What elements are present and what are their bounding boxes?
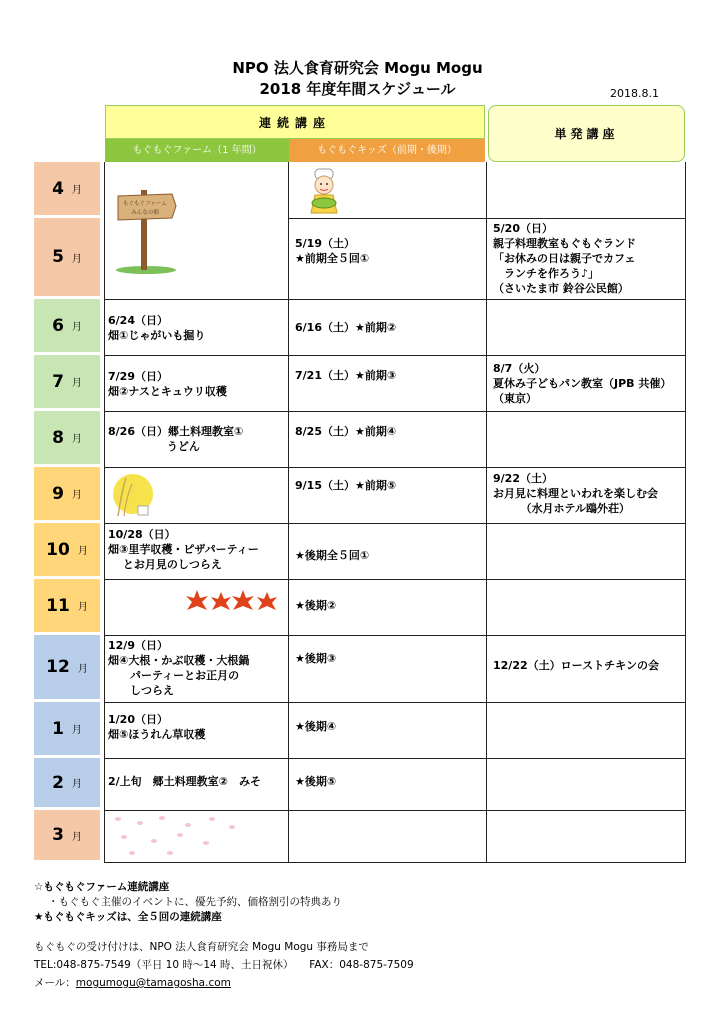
month-unit: 月 [71,490,82,501]
page-title: NPO 法人食育研究会 Mogu Mogu [232,59,483,77]
mail-link[interactable]: mogumogu@tamagosha.com [75,977,231,989]
contact-tel-fax: TEL:048-875-7549（平日 10 時～14 時、土日祝休） FAX：048-875-7509 [34,959,414,971]
month-cell [34,810,100,863]
kids-entry-sep: 9/15（土）★前期⑤ [295,479,397,492]
farm-sign-icon [114,184,178,274]
month-number: 8 [52,427,64,448]
month-number: 12 [46,657,70,677]
month-cell [34,162,100,218]
footer-note-farm: ☆もぐもぐファーム連続講座 [34,881,170,893]
contact-mail [34,976,231,991]
kids-entry-jun: 6/16（土）★前期② [295,321,397,334]
sign-text-line2: みんなの畑 [131,210,159,216]
farm-entry-dec: 12/9（日） 畑④大根・かぶ収穫・大根鍋 パーティーとお正月の しつらえ [108,639,250,697]
cherry-petals-icon [110,813,240,859]
farm-entry-jun: 6/24（日） 畑①じゃがいも掘り [108,314,206,342]
month-cell [34,355,100,411]
month-unit: 月 [71,378,82,389]
month-unit: 月 [77,663,88,675]
single-entry-sep: 9/22（土） お月見に料理といわれを楽しむ会 （水月ホテル鴎外荘） [493,472,658,515]
mail-label: メール： [34,977,76,989]
month-unit: 月 [77,546,88,557]
grid-line [104,355,686,356]
month-number: 7 [52,371,64,392]
kids-entry-dec: ★後期③ [295,652,337,665]
grid-line [104,810,686,811]
kids-entry-feb: ★後期⑤ [295,775,337,788]
month-unit: 月 [71,185,82,196]
month-cell [34,523,100,579]
month-number: 4 [52,178,64,199]
grid-line [104,635,686,636]
month-unit: 月 [71,779,82,790]
month-number: 11 [46,595,70,616]
month-number: 3 [52,825,64,845]
month-cell [34,411,100,467]
month-number: 5 [52,247,64,267]
single-entry-dec: 12/22（土）ローストチキンの会 [493,659,659,672]
month-number: 6 [52,315,64,336]
farm-column-header: もぐもぐファーム（1 年間） [105,139,289,162]
contact-line: もぐもぐの受け付けは、NPO 法人食育研究会 Mogu Mogu 事務局まで [34,941,369,953]
month-number: 1 [52,718,64,739]
month-unit: 月 [77,602,88,613]
month-number: 2 [52,772,64,793]
month-cell [34,635,100,702]
month-cell [34,702,100,758]
moon-icon [108,470,158,518]
issue-date: 2018.8.1 [610,87,659,100]
month-cell [34,758,100,810]
grid-line [104,862,686,863]
grid-line [104,758,686,759]
grid-line [104,411,686,412]
month-unit: 月 [71,725,82,736]
kids-entry-nov: ★後期② [295,599,337,612]
farm-entry-oct: 10/28（日） 畑③里芋収穫・ピザパーティー とお月見のしつらえ [108,528,259,571]
single-entry-may: 5/20（日） 親子料理教室もぐもぐランド 「お休みの日は親子でカフェ ランチを作ろう♪」 （さいたま市 鈴谷公民館） [493,222,636,295]
grid-line [104,579,686,580]
sign-text-line1: もぐもぐファーム [123,201,167,207]
farm-entry-aug: 8/26（日）郷土料理教室① うどん [108,425,244,453]
kids-entry-aug: 8/25（土）★前期④ [295,425,397,438]
grid-line [104,523,686,524]
grid-line [104,467,686,468]
month-unit: 月 [71,322,82,333]
chef-child-icon [303,167,345,215]
footer-note-kids: ★もぐもぐキッズは、全５回の連続講座 [34,911,222,923]
autumn-leaves-icon [185,588,285,616]
grid-line [104,702,686,703]
farm-entry-jul: 7/29（日） 畑②ナスとキュウリ収穫 [108,370,227,398]
series-course-header: 連続講座 [105,105,485,139]
month-number: 9 [52,483,64,504]
single-entry-aug: 8/7（火） 夏休み子どもパン教室（JPB 共催） （東京） [493,362,672,405]
farm-entry-jan: 1/20（日） 畑⑤ほうれん草収穫 [108,713,206,741]
footer-note-benefit: ・もぐもぐ主催のイベントに、優先予約、価格割引の特典あり [48,896,342,908]
month-cell [34,579,100,635]
farm-entry-feb: 2/上旬 郷土料理教室② みそ [108,775,261,788]
kids-entry-may: 5/19（土） ★前期全５回① [295,237,370,265]
month-unit: 月 [71,434,82,445]
month-unit: 月 [71,253,82,265]
month-number: 10 [46,539,70,560]
month-unit: 月 [71,831,82,843]
kids-entry-oct: ★後期全５回① [295,549,370,562]
kids-column-header: もぐもぐキッズ（前期・後期） [289,139,485,162]
kids-entry-jul: 7/21（土）★前期③ [295,369,397,382]
single-course-header: 単発講座 [488,105,685,162]
month-cell [34,467,100,523]
grid-line [288,218,686,219]
grid-line [104,299,686,300]
month-cell [34,299,100,355]
page-subtitle: 2018 年度年間スケジュール [259,80,456,98]
month-cell [34,218,100,299]
kids-entry-jan: ★後期④ [295,720,337,733]
